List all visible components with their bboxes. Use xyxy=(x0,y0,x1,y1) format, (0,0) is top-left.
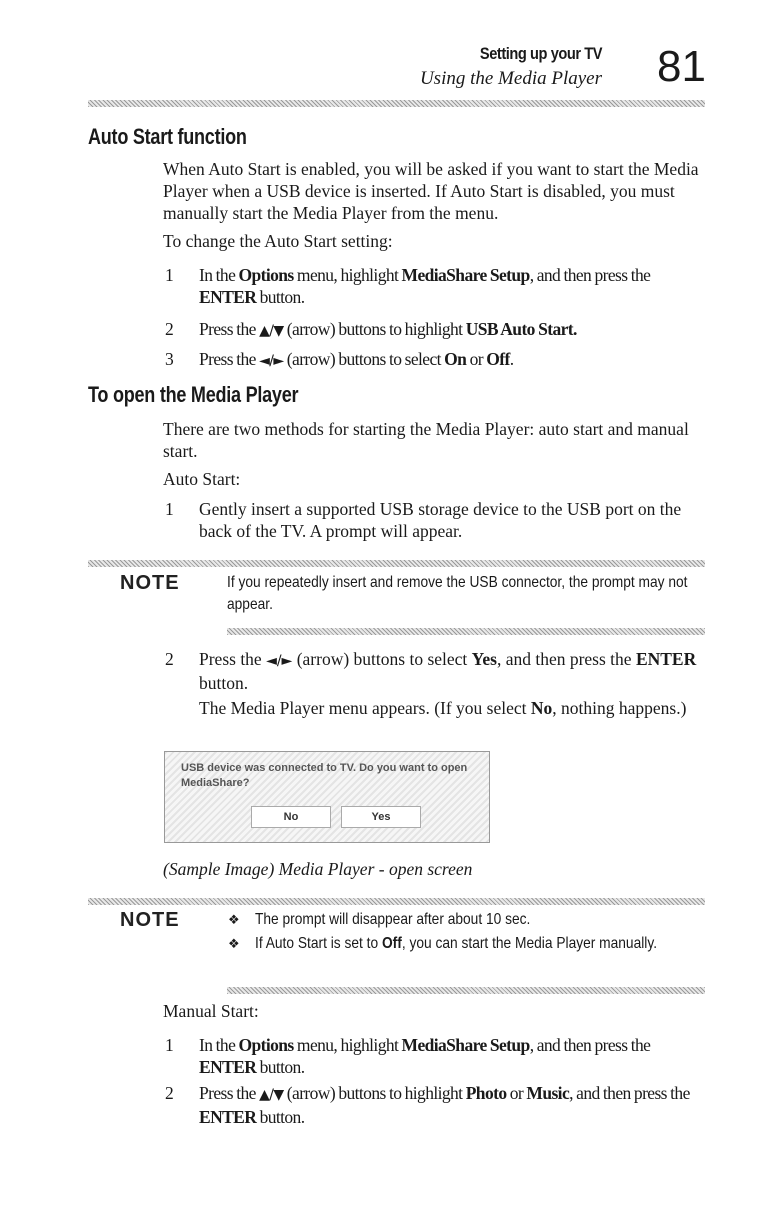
note-item-1: The prompt will disappear after about 10 sec. xyxy=(255,911,531,928)
manual-step-2: Press the ▲/▼ (arrow) buttons to highlight Photo or Music, and then press the ENTER button. xyxy=(199,1083,690,1127)
auto-start-step-1: In the Options menu, highlight MediaShare Setup, and then press the ENTER button. xyxy=(199,265,651,307)
step-number: 3 xyxy=(165,349,174,369)
yes-button[interactable]: Yes xyxy=(341,806,421,828)
page-number: 81 xyxy=(657,42,706,91)
note-label: NOTE xyxy=(120,909,180,931)
header-divider xyxy=(88,100,705,107)
step-number: 2 xyxy=(165,319,174,339)
note-divider-bottom xyxy=(227,628,705,635)
note-divider-bottom xyxy=(227,987,705,994)
running-header-title: Setting up your TV xyxy=(479,44,602,63)
running-header-subtitle: Using the Media Player xyxy=(419,68,602,89)
manual-start-label: Manual Start: xyxy=(163,1001,259,1021)
auto-start-step-3: Press the ◄/► (arrow) buttons to select On or Off. xyxy=(199,349,514,369)
left-right-arrow-icon: ◄/► xyxy=(266,653,293,669)
up-down-arrow-icon: ▲/▼ xyxy=(259,1087,284,1103)
step-number: 1 xyxy=(165,1035,174,1055)
open-player-heading: To open the Media Player xyxy=(88,382,299,407)
note-label: NOTE xyxy=(120,572,180,594)
auto-start-label: Auto Start: xyxy=(163,469,241,489)
open-step-2-result: The Media Player menu appears. (If you select No, nothing happens.) xyxy=(199,698,687,718)
left-right-arrow-icon: ◄/► xyxy=(259,353,284,369)
auto-start-paragraph: When Auto Start is enabled, you will be asked if you want to start the Media Player when a USB device is inserted. If Auto Start is disabled, you must manually start the Media Player from the menu. xyxy=(163,159,699,223)
auto-start-instruction: To change the Auto Start setting: xyxy=(163,231,393,251)
auto-start-heading: Auto Start function xyxy=(88,124,247,149)
auto-start-step-2: Press the ▲/▼ (arrow) buttons to highlight USB Auto Start. xyxy=(199,319,577,339)
note-text: If you repeatedly insert and remove the USB connector, the prompt may not appear. xyxy=(227,574,688,613)
bullet-icon: ❖ xyxy=(228,913,240,928)
note-divider-top xyxy=(88,898,705,905)
step-number: 2 xyxy=(165,649,174,669)
no-button[interactable]: No xyxy=(251,806,331,828)
open-step-2: Press the ◄/► (arrow) buttons to select Yes, and then press the ENTER button. xyxy=(199,649,697,693)
step-number: 1 xyxy=(165,265,174,285)
bullet-icon: ❖ xyxy=(228,937,240,952)
up-down-arrow-icon: ▲/▼ xyxy=(259,323,284,339)
open-player-paragraph: There are two methods for starting the Media Player: auto start and manual start. xyxy=(163,419,689,461)
step-number: 2 xyxy=(165,1083,174,1103)
manual-step-1: In the Options menu, highlight MediaShare Setup, and then press the ENTER button. xyxy=(199,1035,651,1077)
mediashare-prompt-dialog xyxy=(164,751,490,843)
note-divider-top xyxy=(88,560,705,567)
note-item-2: If Auto Start is set to Off, you can start the Media Player manually. xyxy=(255,935,658,952)
image-caption: (Sample Image) Media Player - open screen xyxy=(163,859,473,879)
step-number: 1 xyxy=(165,499,174,519)
open-step-1: Gently insert a supported USB storage device to the USB port on the back of the TV. A prompt will appear. xyxy=(199,499,682,541)
dialog-message: USB device was connected to TV. Do you want to open MediaShare? xyxy=(181,762,468,789)
